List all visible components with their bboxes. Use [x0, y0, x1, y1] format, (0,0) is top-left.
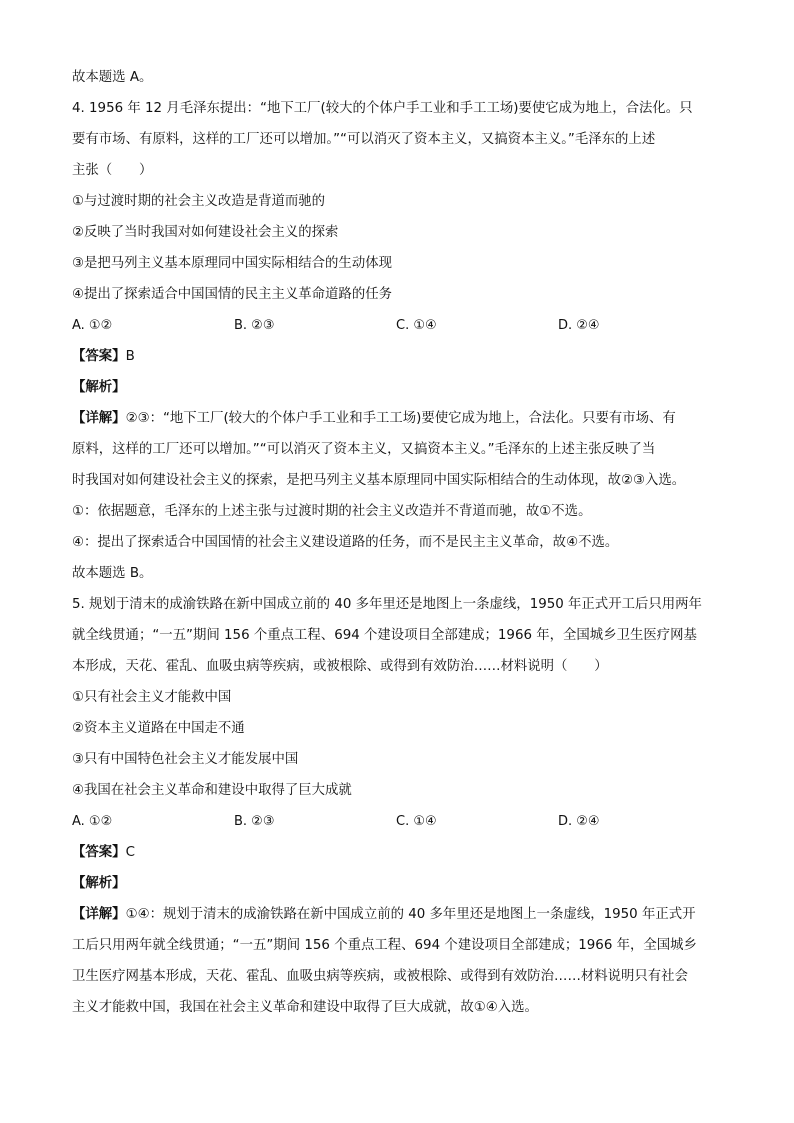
option-statement: ①与过渡时期的社会主义改造是背道而驰的 [72, 194, 326, 209]
option-statement: ③是把马列主义基本原理同中国实际相结合的生动体现 [72, 256, 392, 271]
detail-tag: 【详解】 [72, 907, 126, 922]
option-statement: ③只有中国特色社会主义才能发展中国 [72, 752, 299, 767]
answer-tag: 【答案】 [72, 349, 126, 364]
answer-line [72, 837, 722, 868]
choice-d: D. ②④ [558, 814, 600, 829]
choice-a: A. ①② [72, 318, 113, 333]
analysis-heading [72, 868, 722, 899]
detail-tag: 【详解】 [72, 411, 126, 426]
question-5 [72, 589, 722, 1023]
question-stem-line: 5. 规划于清末的成渝铁路在新中国成立前的 40 多年里还是地图上一条虚线，1950 年正式开工后只用两年 [72, 597, 702, 612]
detail-line [72, 899, 722, 930]
choice-b: B. ②③ [234, 814, 275, 829]
choice-b: B. ②③ [234, 318, 275, 333]
answer-choices [72, 806, 722, 837]
question-4 [72, 93, 722, 589]
conclusion-line: 故本题选 B。 [72, 566, 153, 581]
answer-tag: 【答案】 [72, 845, 126, 860]
option-statement: ②反映了当时我国对如何建设社会主义的探索 [72, 225, 339, 240]
choice-d: D. ②④ [558, 318, 600, 333]
document-page [72, 62, 722, 1023]
question-stem-line: 就全线贯通；“一五”期间 156 个重点工程、694 个建设项目全部建成；1966 年，全国城乡卫生医疗网基 [72, 628, 697, 643]
detail-line: 时我国对如何建设社会主义的探索，是把马列主义基本原理同中国实际相结合的生动体现，故②③入选。 [72, 473, 686, 488]
option-statement: ④我国在社会主义革命和建设中取得了巨大成就 [72, 783, 352, 798]
detail-line: 卫生医疗网基本形成，天花、霍乱、血吸虫病等疾病，或被根除、或得到有效防治……材料说明只有社会 [72, 969, 688, 984]
detail-line: ④：提出了探索适合中国国情的社会主义建设道路的任务，而不是民主主义革命，故④不选。 [72, 535, 619, 550]
detail-line: 工后只用两年就全线贯通；“一五”期间 156 个重点工程、694 个建设项目全部建成；1966 年，全国城乡 [72, 938, 697, 953]
answer-line [72, 341, 722, 372]
detail-line [72, 403, 722, 434]
analysis-heading [72, 372, 722, 403]
detail-line: 原料，这样的工厂还可以增加。”“可以消灭了资本主义，又搞资本主义。”毛泽东的上述主张反映了当 [72, 442, 656, 457]
detail-text: ①④：规划于清末的成渝铁路在新中国成立前的 40 多年里还是地图上一条虚线，1950 年正式开 [125, 907, 696, 922]
detail-line: 主义才能救中国，我国在社会主义革命和建设中取得了巨大成就，故①④入选。 [72, 1000, 538, 1015]
choice-c: C. ①④ [396, 318, 437, 333]
answer-value: B [125, 349, 135, 364]
detail-text: ②③：“地下工厂(较大的个体户手工业和手工工场)要使它成为地上，合法化。只要有市场、有 [125, 411, 676, 426]
analysis-tag: 【解析】 [72, 380, 126, 395]
detail-line: ①：依据题意，毛泽东的上述主张与过渡时期的社会主义改造并不背道而驰，故①不选。 [72, 504, 592, 519]
answer-choices [72, 310, 722, 341]
choice-c: C. ①④ [396, 814, 437, 829]
question-stem-line: 4. 1956 年 12 月毛泽东提出：“地下工厂(较大的个体户手工业和手工工场)要使它成为地上，合法化。只 [72, 101, 693, 116]
option-statement: ④提出了探索适合中国国情的民主主义革命道路的任务 [72, 287, 392, 302]
choice-a: A. ①② [72, 814, 113, 829]
option-statement: ①只有社会主义才能救中国 [72, 690, 232, 705]
question-stem-line: 本形成，天花、霍乱、血吸虫病等疾病，或被根除、或得到有效防治……材料说明（ ） [72, 659, 608, 674]
option-statement: ②资本主义道路在中国走不通 [72, 721, 245, 736]
analysis-tag: 【解析】 [72, 876, 126, 891]
previous-conclusion: 故本题选 A。 [72, 70, 153, 85]
question-stem-line: 主张（ ） [72, 163, 153, 178]
question-stem-line: 要有市场、有原料，这样的工厂还可以增加。”“可以消灭了资本主义，又搞资本主义。”毛泽东的上述 [72, 132, 656, 147]
answer-value: C [125, 845, 135, 860]
